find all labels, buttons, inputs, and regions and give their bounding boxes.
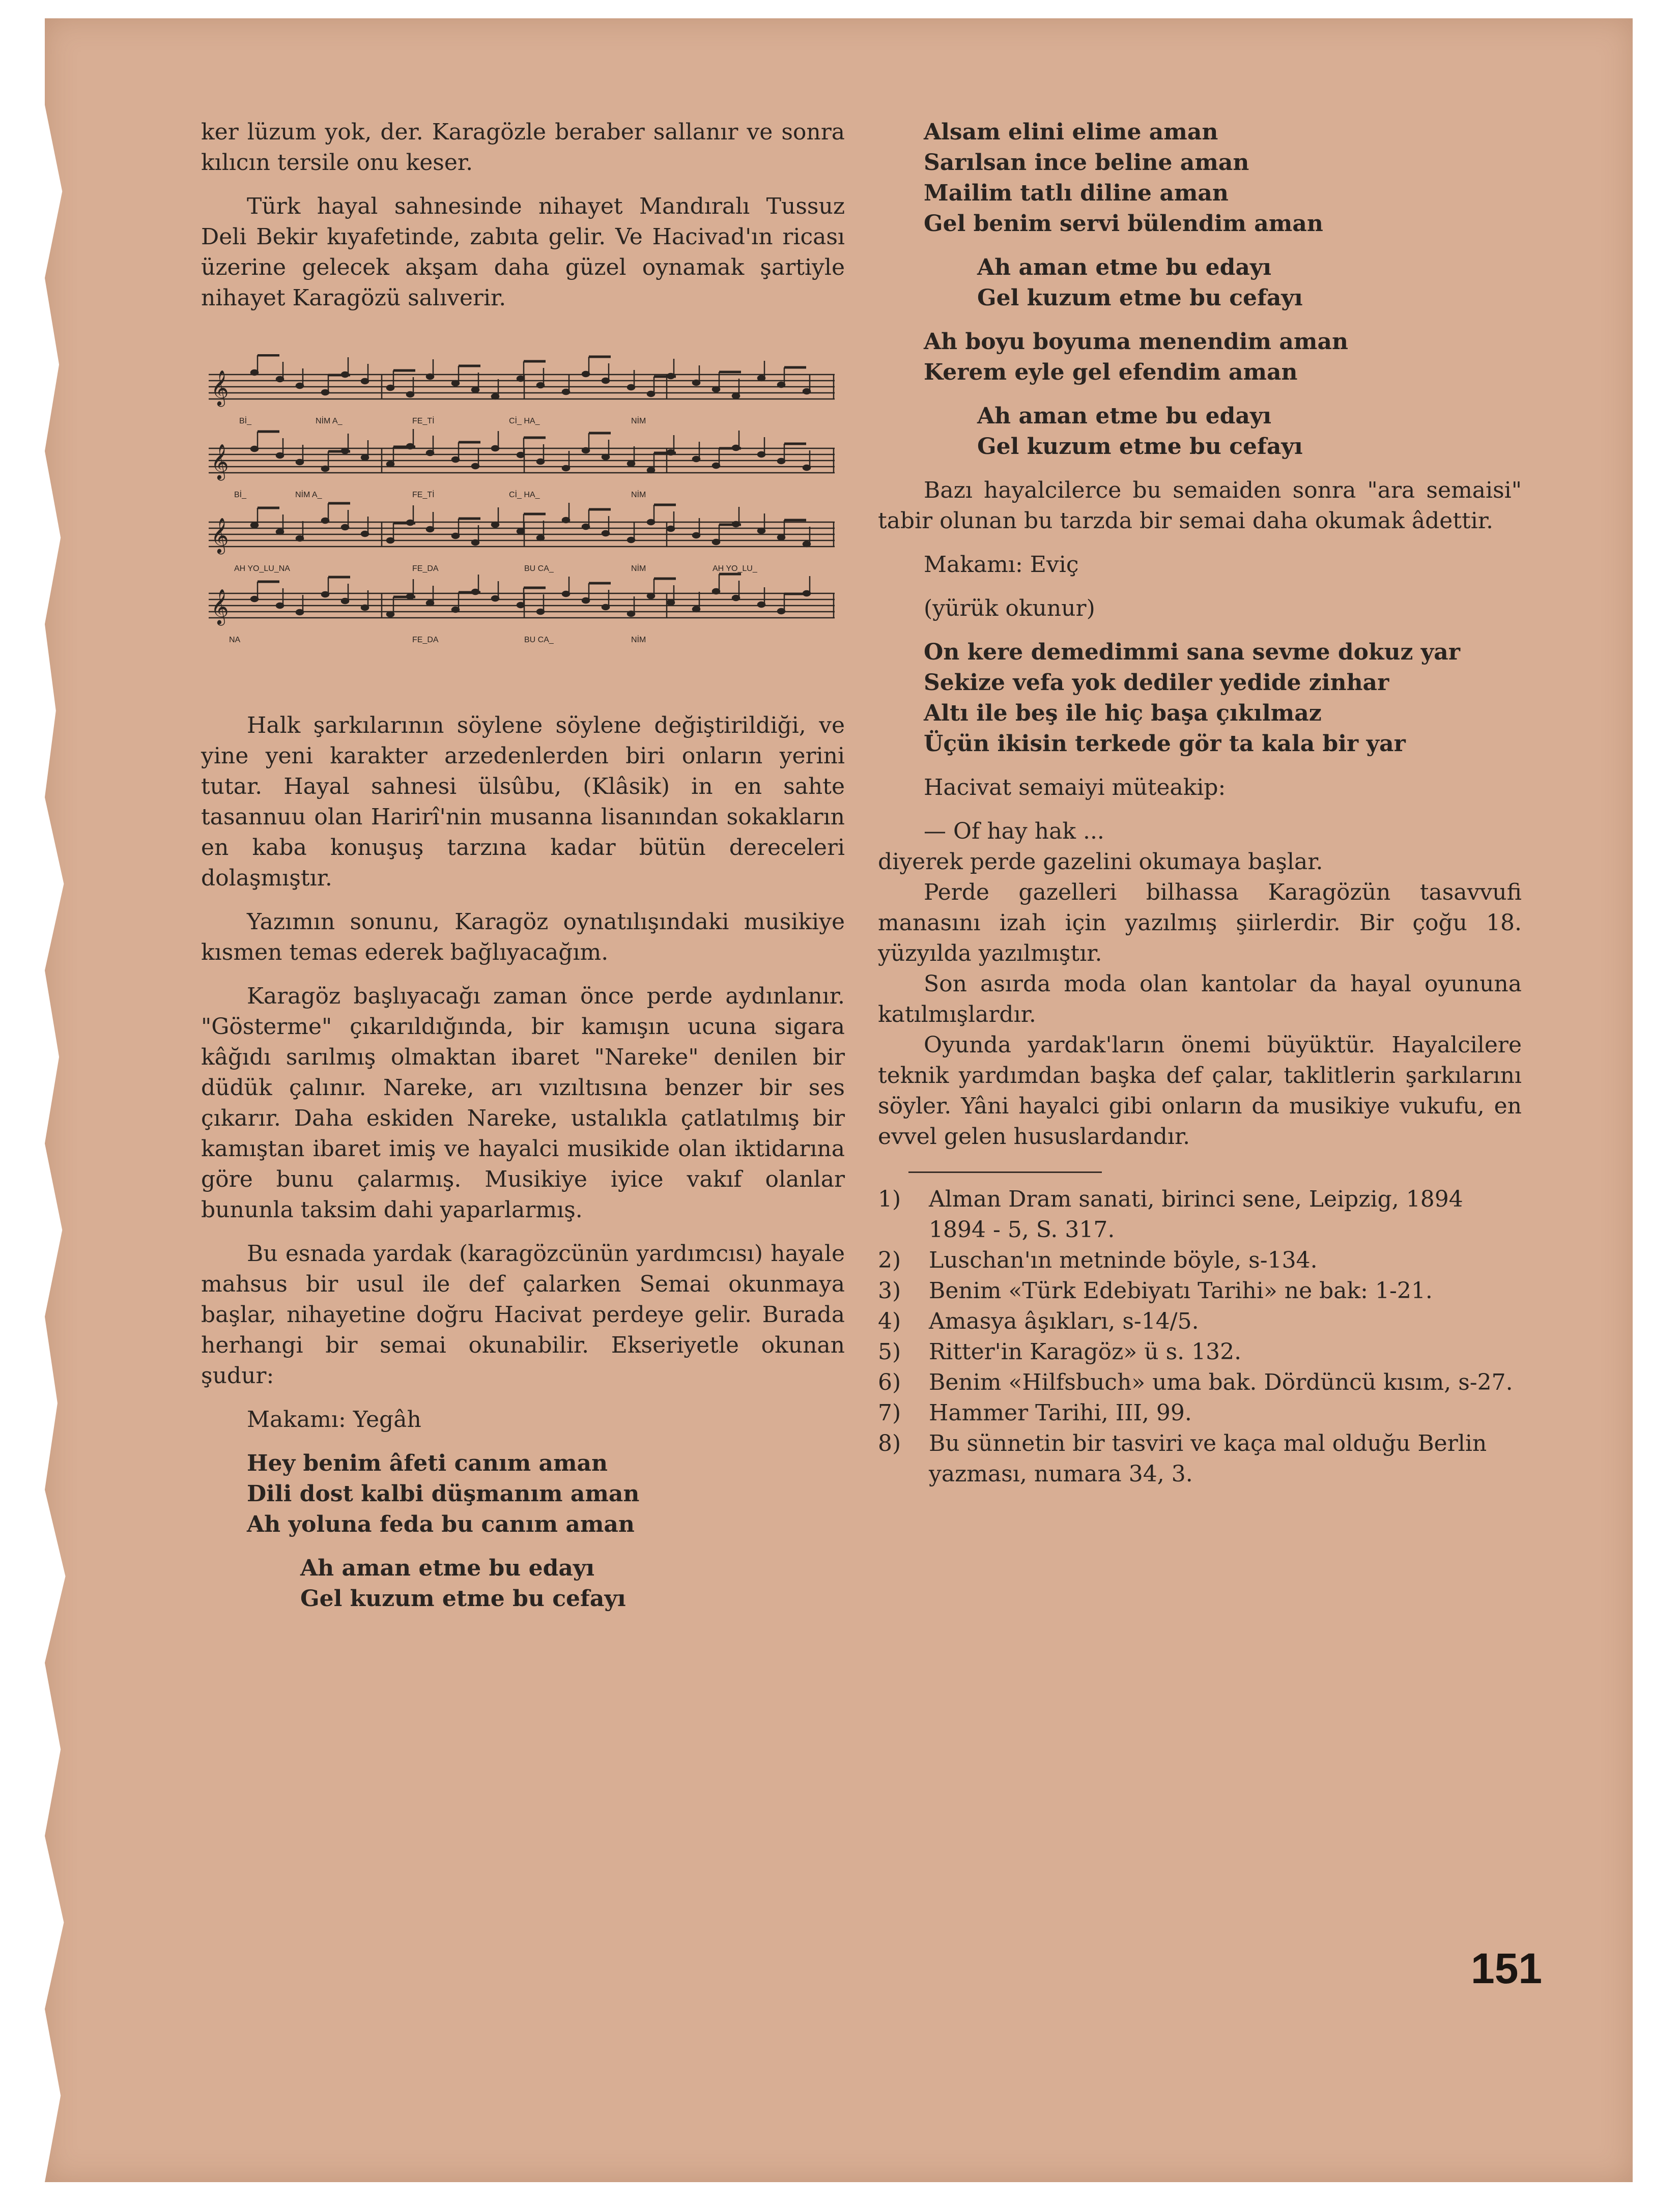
verse-block: [878, 117, 1522, 239]
footnote-text: Benim «Hilfsbuch» uma bak. Dördüncü kısım, s-27.: [929, 1369, 1513, 1395]
footnote: [878, 1184, 1522, 1245]
footnote-text: Luschan'ın metninde böyle, s-134.: [929, 1247, 1318, 1273]
paragraph: Türk hayal sahnesinde nihayet Mandıralı Tussuz Deli Bekir kıyafetinde, zabıta gelir. Ve Hacivad'ın ricası üzerine gelecek akşam daha güzel oynamak şartiyle nihayet Karagözü salıverir.: [201, 193, 845, 311]
verse-line: Alsam elini elime aman: [924, 119, 1218, 145]
score-lyric: Bİ_: [239, 417, 252, 425]
score-lyric: Cİ_ HA_: [509, 491, 540, 499]
footnote-number: 2): [878, 1247, 901, 1273]
footnote-number: 6): [878, 1369, 901, 1395]
score-lyric: FE_DA: [412, 636, 439, 644]
refrain-block: [201, 1553, 845, 1614]
footnote-text: Alman Dram sanati, birinci sene, Leipzig, 1894 1894 - 5, S. 317.: [929, 1186, 1463, 1243]
refrain-line: Gel kuzum etme bu cefayı: [977, 434, 1303, 460]
footnote: [878, 1276, 1522, 1306]
score-lyric: AH YO_LU_NA: [234, 564, 290, 573]
verse-line: Hey benim âfeti canım aman: [247, 1450, 608, 1476]
verse-line: Gel benim servi bülendim aman: [924, 211, 1323, 237]
treble-clef-icon: 𝄞: [211, 589, 229, 624]
score-lyric: NİM A_: [316, 417, 343, 425]
refrain-line: Ah aman etme bu edayı: [977, 254, 1272, 280]
footnote: [878, 1367, 1522, 1398]
dialogue-line: — Of hay hak ...: [924, 818, 1104, 844]
paragraph: Yazımın sonunu, Karagöz oynatılışındaki musikiye kısmen temas ederek bağlıyacağım.: [201, 909, 845, 965]
paragraph: Perde gazelleri bilhassa Karagözün tasavvufi manasını izah için yazılmış şiirlerdir. Bir çoğu 18. yüzyılda yazılmıştır.: [878, 879, 1522, 966]
footnote-number: 3): [878, 1278, 901, 1304]
footnote: [878, 1398, 1522, 1428]
paragraph: Bu esnada yardak (karagözcünün yardımcısı) hayale mahsus bir usul ile def çalarken Semai okunmaya başlar, nihayetine doğru Hacivat perdeye gelir. Burada herhangi bir semai okunabilir. Ekseriyetle okunan şudur:: [201, 1241, 845, 1389]
footnote-number: 4): [878, 1308, 901, 1334]
verse-block: [878, 327, 1522, 388]
footnote-text: Hammer Tarihi, III, 99.: [929, 1400, 1192, 1426]
footnote-number: 1): [878, 1186, 901, 1212]
refrain-block: [878, 252, 1522, 313]
score-lyric: Bİ_: [234, 491, 247, 499]
verse-line: Kerem eyle gel efendim aman: [924, 359, 1298, 385]
score-lyric: BU CA_: [524, 564, 554, 573]
refrain-line: Ah aman etme bu edayı: [977, 403, 1272, 429]
makam-label: Makamı: Eviç: [924, 552, 1079, 578]
score-lyric: Cİ_ HA_: [509, 417, 540, 425]
verse-line: Sarılsan ince beline aman: [924, 150, 1249, 176]
paragraph: Karagöz başlıyacağı zaman önce perde aydınlanır. "Gösterme" çıkarıldığında, bir kamışın ucuna sigara kâğıdı sarılmış olmaktan ibaret "Nareke" denilen bir düdük çalınır. Nareke, arı vızıltısına benzer bir ses çıkarır. Daha eskiden Nareke, ustalıkla çatlatılmış bir kamıştan ibaret imiş ve hayalci musikide olan iktidarına göre bunu çalarmış. Musikiye iyice vakıf olanlar bununla taksim dahi yaparlarmış.: [201, 983, 845, 1223]
footnotes: [878, 1184, 1522, 1490]
makam-label: Makamı: Yegâh: [247, 1407, 421, 1433]
paragraph: Oyunda yardak'ların önemi büyüktür. Hayalcilere teknik yardımdan başka def çalar, taklitlerin şarkılarını söyler. Yâni hayalci gibi onların da musikiye vukufu, en evvel gelen hususlardandır.: [878, 1032, 1522, 1150]
footnote: [878, 1337, 1522, 1367]
left-column: [201, 117, 845, 1614]
verse-line: Sekize vefa yok dediler yedide zinhar: [924, 670, 1389, 696]
refrain-block: [878, 401, 1522, 462]
score-lyric: BU CA_: [524, 636, 554, 644]
score-lyric: AH YO_LU_: [713, 564, 757, 573]
verse-line: Ah yoluna feda bu canım aman: [247, 1511, 635, 1537]
paragraph: diyerek perde gazelini okumaya başlar.: [878, 849, 1323, 875]
verse-block: [878, 637, 1522, 759]
verse-line: Dili dost kalbi düşmanım aman: [247, 1481, 640, 1507]
score-lyric: FE_Tİ: [412, 491, 435, 499]
paragraph: Son asırda moda olan kantolar da hayal oyununa katılmışlardır.: [878, 971, 1522, 1027]
footnote-text: Bu sünnetin bir tasviri ve kaça mal olduğu Berlin yazması, numara 34, 3.: [929, 1430, 1487, 1487]
score-lyric: NA: [229, 636, 241, 644]
footnote-number: 7): [878, 1400, 901, 1426]
score-lyric: FE_DA: [412, 564, 439, 573]
paragraph: ker lüzum yok, der. Karagözle beraber sallanır ve sonra kılıcın tersile onu keser.: [201, 119, 845, 176]
footnote: [878, 1306, 1522, 1337]
verse-block: [201, 1448, 845, 1540]
page-number: 151: [1471, 1944, 1543, 1992]
treble-clef-icon: 𝄞: [211, 444, 229, 479]
paragraph: Hacivat semaiyi müteakip:: [924, 775, 1226, 800]
tempo-note: (yürük okunur): [924, 595, 1095, 621]
footnote-number: 5): [878, 1339, 901, 1365]
score-lyric: NİM: [631, 491, 646, 499]
footnote-text: Benim «Türk Edebiyatı Tarihi» ne bak: 1-21.: [929, 1278, 1433, 1304]
refrain-line: Ah aman etme bu edayı: [300, 1555, 595, 1581]
music-score: [198, 354, 845, 665]
verse-line: Üçün ikisin terkede gör ta kala bir yar: [924, 731, 1406, 757]
right-column: [878, 117, 1522, 1490]
footnote: [878, 1245, 1522, 1276]
paragraph: Halk şarkılarının söylene söylene değiştirildiği, ve yine yeni karakter arzedenlerden biri onların yerini tutar. Hayal sahnesi ülsûbu, (Klâsik) in en sahte tasannuu olan Harirî'nin musanna lisanından sokakların en kaba konuşuş tarzına kadar bütün dereceleri dolaşmıştır.: [201, 712, 845, 891]
paragraph: Bazı hayalcilerce bu semaiden sonra "ara semaisi" tabir olunan bu tarzda bir semai daha okumak âdettir.: [878, 477, 1522, 534]
treble-clef-icon: 𝄞: [211, 518, 229, 553]
footnote-number: 8): [878, 1430, 901, 1456]
verse-line: Altı ile beş ile hiç başa çıkılmaz: [924, 700, 1322, 726]
verse-line: On kere demedimmi sana sevme dokuz yar: [924, 639, 1461, 665]
refrain-line: Gel kuzum etme bu cefayı: [300, 1586, 626, 1612]
refrain-line: Gel kuzum etme bu cefayı: [977, 285, 1303, 311]
footnote-divider: [908, 1171, 1102, 1173]
score-lyric: FE_Tİ: [412, 417, 435, 425]
score-lyric: NİM: [631, 564, 646, 573]
footnote-text: Amasya âşıkları, s-14/5.: [929, 1308, 1199, 1334]
score-lyric: NİM: [631, 417, 646, 425]
verse-line: Mailim tatlı diline aman: [924, 180, 1229, 206]
treble-clef-icon: 𝄞: [211, 370, 229, 406]
score-lyric: NİM: [631, 636, 646, 644]
score-lyric: NİM A_: [295, 491, 322, 499]
sheet-music-image: [198, 354, 845, 665]
verse-line: Ah boyu boyuma menendim aman: [924, 329, 1348, 355]
footnote-text: Ritter'in Karagöz» ü s. 132.: [929, 1339, 1242, 1365]
footnote: [878, 1428, 1522, 1490]
